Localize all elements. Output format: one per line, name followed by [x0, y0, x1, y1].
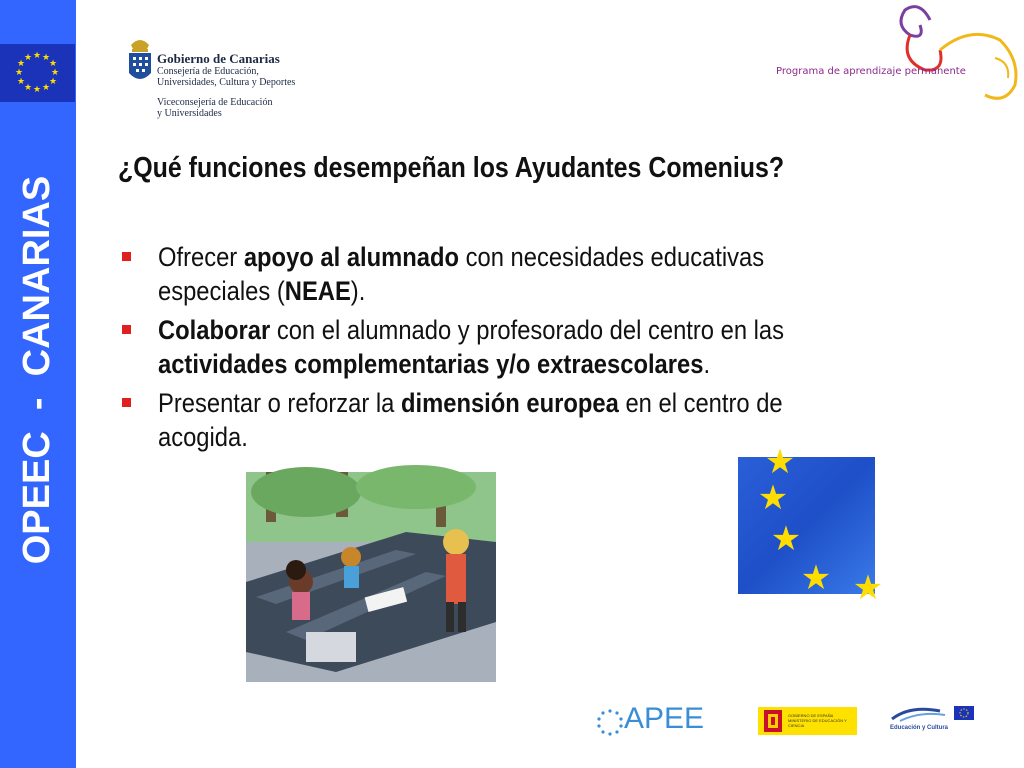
gobierno-canarias-logo	[125, 35, 335, 125]
educacion-cultura-logo	[890, 701, 976, 737]
coat-of-arms-icon	[125, 35, 155, 89]
svg-text:★: ★	[48, 77, 58, 87]
svg-text:★: ★	[32, 85, 42, 95]
educacion-text: Educación y Cultura	[890, 725, 949, 731]
svg-text:★: ★	[23, 53, 33, 63]
bullet-marker	[122, 325, 131, 334]
svg-text:★: ★	[852, 568, 884, 608]
slide-title: ¿Qué funciones desempeñan los Ayudantes Comenius?	[118, 152, 785, 184]
department-line-1: Consejería de Educación,	[157, 66, 259, 77]
svg-text:★: ★	[770, 519, 802, 559]
apee-circle-icon	[596, 708, 624, 736]
bullet-item: Colaborar con el alumnado y profesorado del centro en las actividades complementarias y/o extraescolares.	[118, 313, 1018, 381]
sidebar	[0, 0, 76, 768]
gobierno-title: Gobierno de Canarias	[157, 51, 280, 66]
svg-text:★: ★	[32, 51, 42, 61]
apee-text: APEE	[624, 702, 705, 735]
bullet-marker	[122, 252, 131, 261]
bullet-item: Presentar o reforzar la dimensión europea en el centro de acogida.	[118, 386, 1018, 454]
educacion-swoosh-icon	[890, 701, 976, 725]
bullet-list	[118, 240, 1018, 459]
ministerio-logo	[758, 707, 857, 735]
programa-aprendizaje-logo	[770, 0, 1024, 110]
svg-text:★: ★	[41, 53, 51, 63]
svg-text:★: ★	[23, 83, 33, 93]
svg-text:★: ★	[41, 83, 51, 93]
apee-logo	[596, 702, 721, 740]
svg-text:★: ★	[16, 59, 26, 69]
swirl-logo-icon	[770, 0, 1024, 110]
svg-text:★: ★	[800, 558, 832, 598]
spain-shield-icon	[760, 708, 786, 734]
viceconsejeria-line-1: Viceconsejería de Educación	[157, 97, 273, 108]
sidebar-vertical-text: OPEEC - CANARIAS	[16, 175, 58, 565]
viceconsejeria-line-2: y Universidades	[157, 108, 222, 119]
bullet-item: Ofrecer apoyo al alumnado con necesidades educativas especiales (NEAE).	[118, 240, 1018, 308]
programa-text: Programa de aprendizaje permanente	[776, 66, 966, 77]
department-line-2: Universidades, Cultura y Deportes	[157, 77, 296, 88]
svg-text:★: ★	[16, 77, 26, 87]
bullet-marker	[122, 398, 131, 407]
eu-flag-icon	[0, 44, 75, 102]
svg-text:★: ★	[50, 68, 60, 78]
ministerio-text: GOBIERNO DE ESPAÑA MINISTERIO DE EDUCACIÓN Y CIENCIA	[788, 713, 847, 728]
eu-flag-photo	[738, 442, 884, 608]
svg-text:★: ★	[757, 478, 789, 518]
svg-text:★: ★	[764, 442, 796, 482]
classroom-illustration	[246, 472, 496, 682]
svg-text:★: ★	[48, 59, 58, 69]
svg-text:★: ★	[14, 68, 24, 78]
